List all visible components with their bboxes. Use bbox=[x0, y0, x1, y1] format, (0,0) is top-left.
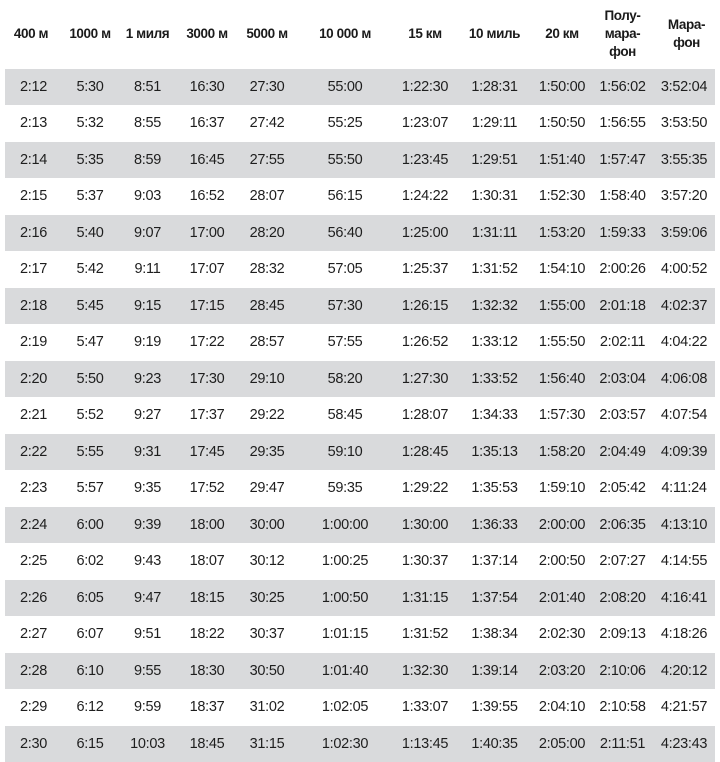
table-cell: 4:18:26 bbox=[653, 616, 720, 653]
table-cell: 8:55 bbox=[118, 105, 177, 142]
table-cell: 4:13:10 bbox=[653, 506, 720, 543]
table-cell: 6:07 bbox=[62, 616, 118, 653]
table-cell: 5:57 bbox=[62, 470, 118, 507]
table-cell: 4:09:39 bbox=[653, 433, 720, 470]
column-header-line: 5000 м bbox=[246, 26, 288, 41]
table-cell: 2:00:50 bbox=[532, 543, 592, 580]
table-cell: 2:22 bbox=[0, 433, 62, 470]
table-row bbox=[0, 105, 720, 142]
table-cell: 2:25 bbox=[0, 543, 62, 580]
table-cell: 9:27 bbox=[118, 397, 177, 434]
table-cell: 28:20 bbox=[237, 214, 297, 251]
table-cell: 9:11 bbox=[118, 251, 177, 288]
table-cell: 1:29:11 bbox=[457, 105, 532, 142]
column-header bbox=[0, 0, 62, 68]
table-cell: 1:53:20 bbox=[532, 214, 592, 251]
table-cell: 2:05:00 bbox=[532, 725, 592, 762]
table-cell: 29:35 bbox=[237, 433, 297, 470]
table-cell: 2:21 bbox=[0, 397, 62, 434]
table-cell: 17:45 bbox=[177, 433, 237, 470]
column-header-line: Полу- bbox=[604, 8, 641, 23]
table-cell: 17:15 bbox=[177, 287, 237, 324]
table-cell: 1:55:00 bbox=[532, 287, 592, 324]
table-row bbox=[0, 324, 720, 361]
table-cell: 30:50 bbox=[237, 652, 297, 689]
table-cell: 17:07 bbox=[177, 251, 237, 288]
table-row bbox=[0, 470, 720, 507]
table-cell: 1:33:52 bbox=[457, 360, 532, 397]
column-header-line: фон bbox=[673, 35, 700, 50]
table-cell: 18:00 bbox=[177, 506, 237, 543]
table-row bbox=[0, 287, 720, 324]
table-cell: 16:30 bbox=[177, 68, 237, 105]
table-cell: 1:26:15 bbox=[393, 287, 457, 324]
table-cell: 18:15 bbox=[177, 579, 237, 616]
table-cell: 2:11:51 bbox=[592, 725, 653, 762]
table-cell: 1:55:50 bbox=[532, 324, 592, 361]
table-row bbox=[0, 360, 720, 397]
table-cell: 18:45 bbox=[177, 725, 237, 762]
table-cell: 1:31:11 bbox=[457, 214, 532, 251]
column-header-line: 15 км bbox=[408, 26, 442, 41]
table-cell: 1:58:40 bbox=[592, 178, 653, 215]
table-cell: 30:25 bbox=[237, 579, 297, 616]
table-cell: 2:19 bbox=[0, 324, 62, 361]
table-cell: 1:35:53 bbox=[457, 470, 532, 507]
table-cell: 8:51 bbox=[118, 68, 177, 105]
table-cell: 1:56:55 bbox=[592, 105, 653, 142]
table-body bbox=[0, 68, 720, 762]
table-cell: 30:12 bbox=[237, 543, 297, 580]
table-cell: 55:00 bbox=[297, 68, 393, 105]
table-cell: 4:20:12 bbox=[653, 652, 720, 689]
table-cell: 1:02:05 bbox=[297, 689, 393, 726]
table-cell: 1:54:10 bbox=[532, 251, 592, 288]
table-cell: 1:36:33 bbox=[457, 506, 532, 543]
table-cell: 9:19 bbox=[118, 324, 177, 361]
table-cell: 1:13:45 bbox=[393, 725, 457, 762]
table-cell: 4:00:52 bbox=[653, 251, 720, 288]
table-cell: 5:37 bbox=[62, 178, 118, 215]
table-cell: 1:01:40 bbox=[297, 652, 393, 689]
table-row bbox=[0, 689, 720, 726]
table-cell: 2:20 bbox=[0, 360, 62, 397]
table-cell: 5:40 bbox=[62, 214, 118, 251]
table-cell: 1:31:15 bbox=[393, 579, 457, 616]
table-cell: 1:30:00 bbox=[393, 506, 457, 543]
table-cell: 5:55 bbox=[62, 433, 118, 470]
table-cell: 2:02:11 bbox=[592, 324, 653, 361]
table-cell: 1:28:45 bbox=[393, 433, 457, 470]
table-cell: 2:10:06 bbox=[592, 652, 653, 689]
table-cell: 18:07 bbox=[177, 543, 237, 580]
table-cell: 2:00:26 bbox=[592, 251, 653, 288]
table-cell: 1:23:07 bbox=[393, 105, 457, 142]
table-cell: 56:40 bbox=[297, 214, 393, 251]
column-header-line: 1000 м bbox=[69, 26, 111, 41]
table-cell: 59:35 bbox=[297, 470, 393, 507]
table-cell: 1:56:02 bbox=[592, 68, 653, 105]
table-row bbox=[0, 178, 720, 215]
column-header bbox=[393, 0, 457, 68]
table-cell: 2:15 bbox=[0, 178, 62, 215]
table-cell: 4:04:22 bbox=[653, 324, 720, 361]
table-cell: 6:10 bbox=[62, 652, 118, 689]
table-cell: 9:31 bbox=[118, 433, 177, 470]
table-cell: 1:37:54 bbox=[457, 579, 532, 616]
table-cell: 57:30 bbox=[297, 287, 393, 324]
table-cell: 1:30:37 bbox=[393, 543, 457, 580]
table-row bbox=[0, 579, 720, 616]
table-cell: 18:30 bbox=[177, 652, 237, 689]
table-cell: 9:51 bbox=[118, 616, 177, 653]
table-cell: 55:50 bbox=[297, 141, 393, 178]
table-cell: 5:50 bbox=[62, 360, 118, 397]
table-cell: 1:25:37 bbox=[393, 251, 457, 288]
table-cell: 4:16:41 bbox=[653, 579, 720, 616]
table-cell: 2:03:04 bbox=[592, 360, 653, 397]
table-cell: 55:25 bbox=[297, 105, 393, 142]
table-cell: 1:00:00 bbox=[297, 506, 393, 543]
table-cell: 5:32 bbox=[62, 105, 118, 142]
column-header bbox=[297, 0, 393, 68]
table-cell: 1:02:30 bbox=[297, 725, 393, 762]
table-cell: 2:03:20 bbox=[532, 652, 592, 689]
column-header bbox=[118, 0, 177, 68]
table-cell: 17:30 bbox=[177, 360, 237, 397]
table-cell: 9:23 bbox=[118, 360, 177, 397]
table-cell: 1:56:40 bbox=[532, 360, 592, 397]
table-row bbox=[0, 68, 720, 105]
table-cell: 2:01:18 bbox=[592, 287, 653, 324]
table-row bbox=[0, 652, 720, 689]
table-cell: 1:59:10 bbox=[532, 470, 592, 507]
table-cell: 9:35 bbox=[118, 470, 177, 507]
table-cell: 1:35:13 bbox=[457, 433, 532, 470]
table-cell: 1:30:31 bbox=[457, 178, 532, 215]
table-cell: 3:55:35 bbox=[653, 141, 720, 178]
table-cell: 2:26 bbox=[0, 579, 62, 616]
table-cell: 4:06:08 bbox=[653, 360, 720, 397]
table-cell: 4:02:37 bbox=[653, 287, 720, 324]
table-cell: 2:09:13 bbox=[592, 616, 653, 653]
table-row bbox=[0, 251, 720, 288]
table-cell: 2:00:00 bbox=[532, 506, 592, 543]
table-cell: 2:01:40 bbox=[532, 579, 592, 616]
table-cell: 2:23 bbox=[0, 470, 62, 507]
table-header bbox=[0, 0, 720, 68]
table-cell: 1:00:25 bbox=[297, 543, 393, 580]
column-header-line: 3000 м bbox=[186, 26, 228, 41]
table-cell: 1:29:22 bbox=[393, 470, 457, 507]
table-cell: 29:47 bbox=[237, 470, 297, 507]
table-cell: 18:22 bbox=[177, 616, 237, 653]
table-cell: 27:42 bbox=[237, 105, 297, 142]
table-row bbox=[0, 506, 720, 543]
table-cell: 16:45 bbox=[177, 141, 237, 178]
table-row bbox=[0, 725, 720, 762]
table-cell: 9:59 bbox=[118, 689, 177, 726]
table-cell: 28:32 bbox=[237, 251, 297, 288]
table-cell: 1:40:35 bbox=[457, 725, 532, 762]
table-cell: 4:14:55 bbox=[653, 543, 720, 580]
table-cell: 1:33:07 bbox=[393, 689, 457, 726]
table-cell: 1:32:30 bbox=[393, 652, 457, 689]
table-cell: 1:27:30 bbox=[393, 360, 457, 397]
table-cell: 17:52 bbox=[177, 470, 237, 507]
table-cell: 5:35 bbox=[62, 141, 118, 178]
table-cell: 6:00 bbox=[62, 506, 118, 543]
table-cell: 1:37:14 bbox=[457, 543, 532, 580]
table-cell: 3:52:04 bbox=[653, 68, 720, 105]
table-cell: 1:28:31 bbox=[457, 68, 532, 105]
column-header bbox=[532, 0, 592, 68]
table-cell: 2:06:35 bbox=[592, 506, 653, 543]
table-cell: 57:55 bbox=[297, 324, 393, 361]
table-cell: 6:05 bbox=[62, 579, 118, 616]
table-cell: 1:25:00 bbox=[393, 214, 457, 251]
table-row bbox=[0, 397, 720, 434]
table-cell: 1:38:34 bbox=[457, 616, 532, 653]
table-cell: 59:10 bbox=[297, 433, 393, 470]
table-cell: 1:57:30 bbox=[532, 397, 592, 434]
table-cell: 31:15 bbox=[237, 725, 297, 762]
table-cell: 30:00 bbox=[237, 506, 297, 543]
table-cell: 2:27 bbox=[0, 616, 62, 653]
table-cell: 2:29 bbox=[0, 689, 62, 726]
table-cell: 2:14 bbox=[0, 141, 62, 178]
table-cell: 28:57 bbox=[237, 324, 297, 361]
table-cell: 9:55 bbox=[118, 652, 177, 689]
table-cell: 2:08:20 bbox=[592, 579, 653, 616]
table-cell: 6:12 bbox=[62, 689, 118, 726]
table-cell: 1:52:30 bbox=[532, 178, 592, 215]
table-cell: 1:50:50 bbox=[532, 105, 592, 142]
table-cell: 9:39 bbox=[118, 506, 177, 543]
table-cell: 28:45 bbox=[237, 287, 297, 324]
table-cell: 1:28:07 bbox=[393, 397, 457, 434]
table-cell: 2:16 bbox=[0, 214, 62, 251]
table-cell: 58:45 bbox=[297, 397, 393, 434]
column-header-line: 1 миля bbox=[125, 26, 170, 41]
table-cell: 5:42 bbox=[62, 251, 118, 288]
table-cell: 2:12 bbox=[0, 68, 62, 105]
table-cell: 28:07 bbox=[237, 178, 297, 215]
table-cell: 2:28 bbox=[0, 652, 62, 689]
table-cell: 1:39:55 bbox=[457, 689, 532, 726]
table-cell: 2:03:57 bbox=[592, 397, 653, 434]
table-cell: 16:52 bbox=[177, 178, 237, 215]
table-cell: 1:29:51 bbox=[457, 141, 532, 178]
table-cell: 1:26:52 bbox=[393, 324, 457, 361]
table-cell: 4:07:54 bbox=[653, 397, 720, 434]
table-cell: 4:11:24 bbox=[653, 470, 720, 507]
table-cell: 18:37 bbox=[177, 689, 237, 726]
table-row bbox=[0, 616, 720, 653]
table-cell: 1:59:33 bbox=[592, 214, 653, 251]
table-row bbox=[0, 214, 720, 251]
table-cell: 1:34:33 bbox=[457, 397, 532, 434]
table-cell: 1:31:52 bbox=[457, 251, 532, 288]
table-cell: 27:30 bbox=[237, 68, 297, 105]
table-cell: 1:33:12 bbox=[457, 324, 532, 361]
table-cell: 5:45 bbox=[62, 287, 118, 324]
table-cell: 6:02 bbox=[62, 543, 118, 580]
table-cell: 1:31:52 bbox=[393, 616, 457, 653]
column-header bbox=[237, 0, 297, 68]
table-cell: 5:47 bbox=[62, 324, 118, 361]
table-cell: 4:21:57 bbox=[653, 689, 720, 726]
table-cell: 1:24:22 bbox=[393, 178, 457, 215]
column-header bbox=[177, 0, 237, 68]
table-cell: 3:57:20 bbox=[653, 178, 720, 215]
table-cell: 58:20 bbox=[297, 360, 393, 397]
table-cell: 2:24 bbox=[0, 506, 62, 543]
table-row bbox=[0, 141, 720, 178]
table-cell: 57:05 bbox=[297, 251, 393, 288]
table-cell: 6:15 bbox=[62, 725, 118, 762]
column-header-line: Мара- bbox=[667, 17, 706, 32]
table-cell: 3:59:06 bbox=[653, 214, 720, 251]
column-header-line: фон bbox=[609, 44, 636, 59]
table-cell: 1:22:30 bbox=[393, 68, 457, 105]
table-cell: 4:23:43 bbox=[653, 725, 720, 762]
table-cell: 9:03 bbox=[118, 178, 177, 215]
table-row bbox=[0, 433, 720, 470]
table-cell: 2:10:58 bbox=[592, 689, 653, 726]
column-header-line: 10 миль bbox=[468, 26, 521, 41]
table-cell: 1:58:20 bbox=[532, 433, 592, 470]
table-cell: 1:00:50 bbox=[297, 579, 393, 616]
table-cell: 1:50:00 bbox=[532, 68, 592, 105]
column-header-line: 20 км bbox=[545, 26, 579, 41]
table-cell: 1:01:15 bbox=[297, 616, 393, 653]
table-cell: 3:53:50 bbox=[653, 105, 720, 142]
table-cell: 27:55 bbox=[237, 141, 297, 178]
table-cell: 2:05:42 bbox=[592, 470, 653, 507]
table-cell: 17:00 bbox=[177, 214, 237, 251]
column-header bbox=[457, 0, 532, 68]
table-cell: 29:10 bbox=[237, 360, 297, 397]
table-cell: 17:22 bbox=[177, 324, 237, 361]
table-cell: 10:03 bbox=[118, 725, 177, 762]
table-cell: 2:30 bbox=[0, 725, 62, 762]
table-cell: 2:17 bbox=[0, 251, 62, 288]
table-cell: 9:43 bbox=[118, 543, 177, 580]
table-cell: 2:04:49 bbox=[592, 433, 653, 470]
table-cell: 8:59 bbox=[118, 141, 177, 178]
column-header-line: 400 м bbox=[13, 26, 49, 41]
table-cell: 5:30 bbox=[62, 68, 118, 105]
column-header-line: мара- bbox=[604, 26, 641, 41]
table-cell: 16:37 bbox=[177, 105, 237, 142]
column-header bbox=[653, 0, 720, 68]
table-cell: 29:22 bbox=[237, 397, 297, 434]
table-cell: 9:47 bbox=[118, 579, 177, 616]
table-cell: 17:37 bbox=[177, 397, 237, 434]
table-cell: 9:15 bbox=[118, 287, 177, 324]
table-cell: 31:02 bbox=[237, 689, 297, 726]
column-header bbox=[592, 0, 653, 68]
table-cell: 30:37 bbox=[237, 616, 297, 653]
table-cell: 2:07:27 bbox=[592, 543, 653, 580]
header-row bbox=[0, 0, 720, 68]
table-row bbox=[0, 543, 720, 580]
column-header bbox=[62, 0, 118, 68]
table-cell: 1:39:14 bbox=[457, 652, 532, 689]
table-cell: 2:18 bbox=[0, 287, 62, 324]
column-header-line: 10 000 м bbox=[319, 26, 371, 41]
table-cell: 56:15 bbox=[297, 178, 393, 215]
table-cell: 5:52 bbox=[62, 397, 118, 434]
table-cell: 9:07 bbox=[118, 214, 177, 251]
table-cell: 1:32:32 bbox=[457, 287, 532, 324]
table-cell: 2:02:30 bbox=[532, 616, 592, 653]
table-cell: 2:04:10 bbox=[532, 689, 592, 726]
table-cell: 1:57:47 bbox=[592, 141, 653, 178]
table-cell: 1:51:40 bbox=[532, 141, 592, 178]
table-cell: 1:23:45 bbox=[393, 141, 457, 178]
table-cell: 2:13 bbox=[0, 105, 62, 142]
